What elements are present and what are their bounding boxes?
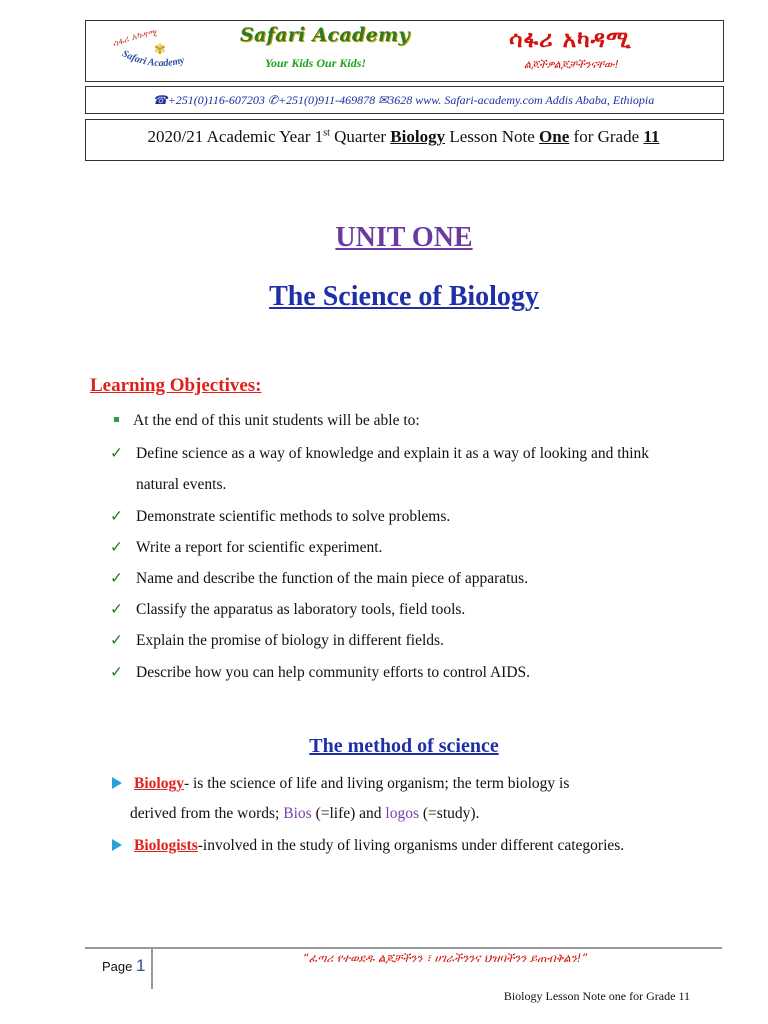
check-icon: ✓: [110, 508, 123, 525]
list-item: ✓ Name and describe the function of the main piece of apparatus.: [110, 570, 529, 587]
square-bullet-icon: [114, 417, 119, 422]
check-icon: ✓: [110, 570, 123, 587]
check-icon: ✓: [110, 445, 123, 462]
brand-name-en: Safari Academy: [240, 24, 410, 46]
contact-line: ☎+251(0)116-607203 ✆+251(0)911-469878 ✉3628 www. Safari-academy.com Addis Ababa, Ethiopia: [152, 93, 655, 107]
footer-note: Biology Lesson Note one for Grade 11: [503, 989, 690, 1003]
definition-biology-continued: derived from the words; Bios (=life) and logos (=study).: [130, 805, 480, 822]
check-icon: ✓: [110, 664, 123, 681]
objectives-heading: Learning Objectives:: [90, 375, 262, 396]
svg-text:ሳፋሪ አካዳሚ: ሳፋሪ አካዳሚ: [111, 28, 158, 51]
footer-motto: “ፈጣሪ የተወደዱ ልጆቻችንን ፣ ሀገራችንንና ህዝባችንን ይጠብቅልን!”: [302, 951, 588, 965]
tagline-en: Your Kids Our Kids!: [265, 56, 367, 70]
document-title: 2020/21 Academic Year 1st Quarter Biology Lesson Note One for Grade 11: [147, 127, 660, 146]
definition-biology: Biology- is the science of life and living organism; the term biology is: [112, 775, 569, 793]
check-icon: ✓: [110, 601, 123, 618]
section-heading: The method of science: [309, 735, 499, 757]
brand-name-am: ሳፋሪ አካዳሚ: [509, 27, 632, 53]
list-item: ✓ Write a report for scientific experiment.: [110, 539, 383, 556]
page-number: Page 1: [102, 956, 146, 975]
definition-biologists: Biologists-involved in the study of living organisms under different categories.: [112, 837, 624, 855]
list-item: ✓ Explain the promise of biology in different fields.: [110, 632, 444, 649]
footer-rule: [85, 947, 722, 949]
subject: Biology: [390, 127, 446, 146]
list-item: At the end of this unit students will be able to:: [110, 412, 420, 430]
note-number: One: [539, 127, 570, 146]
grade: 11: [643, 127, 660, 146]
list-item: ✓ Classify the apparatus as laboratory tools, field tools.: [110, 601, 466, 618]
check-icon: ✓: [110, 539, 123, 556]
svg-text:✾: ✾: [154, 42, 166, 58]
academy-logo: [98, 26, 226, 74]
footer-divider: [151, 947, 153, 989]
unit-title: The Science of Biology: [269, 281, 539, 312]
arrow-bullet-icon: [112, 777, 122, 789]
arrow-bullet-icon: [112, 839, 122, 851]
svg-text:Safari Academy: Safari Academy: [120, 48, 186, 70]
unit-heading: UNIT ONE: [335, 222, 473, 253]
list-item: ✓ Describe how you can help community efforts to control AIDS.: [110, 664, 531, 681]
list-item: ✓ Demonstrate scientific methods to solve problems.: [110, 508, 451, 525]
check-icon: ✓: [110, 632, 123, 649]
tagline-am: ልጆችዎልጆቻችንናቸው!: [524, 58, 619, 71]
list-item-continued: natural events.: [136, 476, 227, 493]
list-item: ✓ Define science as a way of knowledge and explain it as a way of looking and think: [110, 445, 650, 462]
